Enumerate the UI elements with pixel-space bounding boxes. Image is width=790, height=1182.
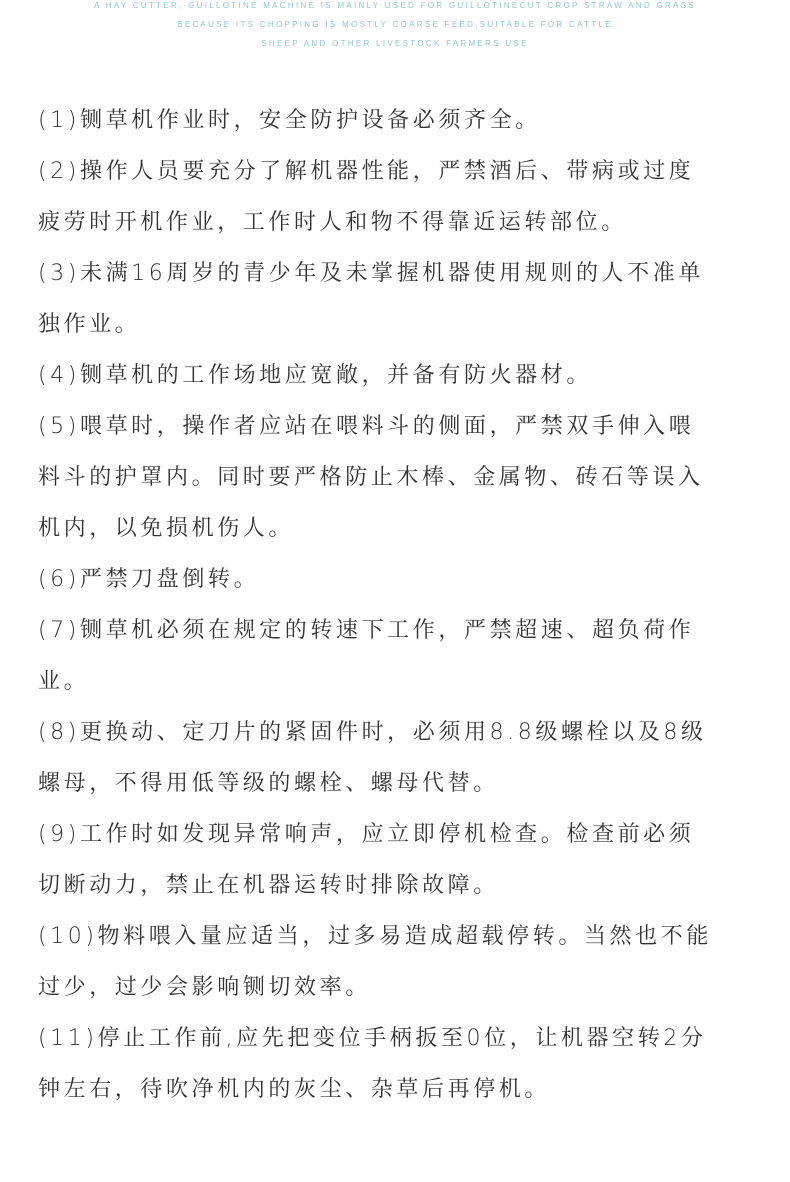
instruction-item-2: (2)操作人员要充分了解机器性能，严禁酒后、带病或过度 疲劳时开机作业，工作时人和物不得靠近运转部位。 [38, 159, 695, 235]
instruction-item-11: (11)停止工作前,应先把变位手柄扳至0位，让机器空转2分 钟左右，待吹净机内的灰尘、杂草后再停机。 [38, 1026, 707, 1102]
instruction-item-3: (3)未满16周岁的青少年及未掌握机器使用规则的人不准单 独作业。 [38, 261, 704, 337]
instruction-item-4: (4)铡草机的工作场地应宽敞，并备有防火器材。 [38, 363, 592, 388]
instruction-item-7: (7)铡草机必须在规定的转速下工作，严禁超速、超负荷作 业。 [38, 618, 695, 694]
instruction-item-1: (1)铡草机作业时，安全防护设备必须齐全。 [38, 108, 541, 133]
instruction-item-5: (5)喂草时，操作者应站在喂料斗的侧面，严禁双手伸入喂 料斗的护罩内。同时要严格防止木棒、金属物、砖石等误入 机内，以免损机伤人。 [38, 414, 704, 541]
safety-instructions [38, 95, 758, 1115]
instruction-item-6: (6)严禁刀盘倒转。 [38, 567, 260, 592]
header-line-1: A HAY CUTTER, GUILLOTINE MACHINE IS MAINLY USED FOR GUILLOTINECUT CROP STRAW AND GRASS [93, 1, 697, 10]
instruction-item-9: (9)工作时如发现异常响声，应立即停机检查。检查前必须 切断动力，禁止在机器运转时排除故障。 [38, 822, 695, 898]
english-header [0, 0, 790, 53]
header-line-2: BECAUSE ITS CHOPPING IS MOSTLY COARSE FEED,SUITABLE FOR CATTLE [177, 20, 613, 29]
instruction-item-10: (10)物料喂入量应适当，过多易造成超载停转。当然也不能 过少，过少会影响铡切效率。 [38, 924, 712, 1000]
instruction-item-8: (8)更换动、定刀片的紧固件时，必须用8.8级螺栓以及8级 螺母，不得用低等级的螺栓、螺母代替。 [38, 720, 707, 796]
header-line-3: SHEEP AND OTHER LIVESTOCK FARMERS USE [261, 39, 529, 48]
